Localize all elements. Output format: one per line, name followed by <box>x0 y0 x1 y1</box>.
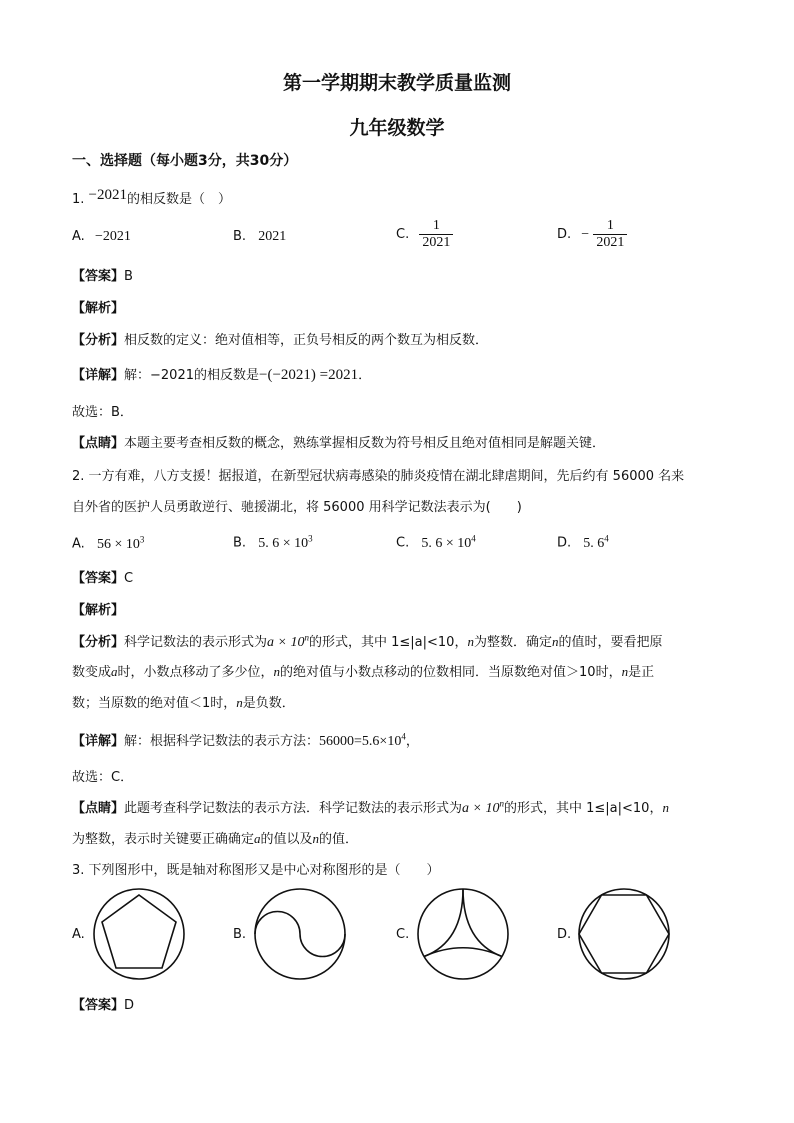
detail-line: 【详解】解：根据科学记数法的表示方法：$56000=5.6\times 10^4$， <box>72 731 419 749</box>
option-value: $56 \times 10^3$ <box>96 534 145 552</box>
analysis-tag: 【解析】 <box>72 301 125 316</box>
option-b <box>233 229 286 245</box>
comment-line <box>72 432 605 451</box>
minus-sign: − <box>581 226 590 242</box>
choose-line: 故选：B． <box>72 405 133 420</box>
answer-tag: 【答案】 <box>72 269 125 284</box>
xiangjie-text: 解：−2021的相反数是 <box>124 368 259 383</box>
fraction-numerator: 1 <box>419 218 453 235</box>
option-b <box>233 533 313 552</box>
stem-text: 的相反数是（ ） <box>127 192 232 207</box>
answer-value: B <box>124 269 133 284</box>
option-a <box>72 534 144 553</box>
option-c <box>396 218 453 251</box>
option-label: A. <box>72 536 85 552</box>
fraction-denominator: 2021 <box>422 235 451 250</box>
dianjing-tag: 【点睛】 <box>72 436 125 451</box>
comment-line-1: 【点睛】此题考查科学记数法的表示方法．科学记数法的表示形式为$a \times 10^n$的形式，其中 1≤|a|<10，n <box>72 798 669 816</box>
fenxi-tag: 【分析】 <box>72 333 125 348</box>
math-expression: −2021 <box>88 187 128 203</box>
answer-tag: 【答案】 <box>72 998 125 1013</box>
math-expression: −(−2021) =2021 <box>259 367 359 383</box>
xiangjie-tag: 【详解】 <box>72 368 125 383</box>
option-label: C. <box>396 227 410 242</box>
detail-line <box>72 364 371 384</box>
question-2-stem-line-1: 2. 一方有难，八方支援！据报道，在新型冠状病毒感染的肺炎疫情在湖北肆虐期间，先后约有 56000 名来 <box>72 469 685 484</box>
option-label: B. <box>233 229 247 244</box>
choose-line: 故选：C． <box>72 770 134 785</box>
page-subtitle: 九年级数学 <box>349 117 445 139</box>
option-d-label: D. <box>557 927 572 942</box>
fenxi-text: 相反数的定义：绝对值相等，正负号相反的两个数互为相反数． <box>124 333 489 348</box>
option-b-label: B. <box>233 927 247 942</box>
option-a <box>72 229 131 245</box>
option-value: 2021 <box>258 229 287 244</box>
option-label: D. <box>557 535 572 551</box>
answer-value: C <box>124 571 134 586</box>
section-heading: 一、选择题（每小题3分，共30分） <box>72 153 298 169</box>
fraction-numerator: 1 <box>593 218 627 235</box>
math-expression: $56000=5.6\times 10^4$ <box>319 731 406 749</box>
fraction <box>593 218 627 251</box>
option-value: −2021 <box>94 229 131 244</box>
option-label: C. <box>396 535 410 551</box>
fraction <box>419 218 453 251</box>
circle-hexagon-figure <box>577 887 671 981</box>
fraction-denominator: 2021 <box>596 235 625 250</box>
option-d <box>557 533 609 552</box>
question-2-stem-line-2: 自外省的医护人员勇敢逆行、驰援湖北，将 56000 用科学记数法表示为( ) <box>72 500 522 515</box>
answer-value: D <box>124 998 135 1013</box>
xiangjie-end: ． <box>358 368 372 383</box>
question-3-stem: 3. 下列图形中，既是轴对称图形又是中心对称图形的是（ ） <box>72 863 440 878</box>
answer-tag: 【答案】 <box>72 571 125 586</box>
analysis-line-2: 数变成a时，小数点移动了多少位，n的绝对值与小数点移动的位数相同．当原数绝对值＞10时，n是正 <box>72 664 655 680</box>
circle-curved-triangle-figure <box>416 887 510 981</box>
answer-line <box>72 567 133 586</box>
analysis-tag: 【解析】 <box>72 603 125 618</box>
option-c <box>396 533 476 552</box>
option-label: A. <box>72 229 85 244</box>
option-value: 5. $6^4$ <box>583 533 609 551</box>
option-value: 5. $6 \times 10^4$ <box>421 533 476 551</box>
comment-line-2: 为整数，表示时关键要正确确定a的值以及n的值． <box>72 831 359 847</box>
option-label: B. <box>233 535 247 551</box>
analysis-line <box>72 329 488 348</box>
option-a-label: A. <box>72 927 85 942</box>
page-title: 第一学期期末教学质量监测 <box>282 72 511 94</box>
analysis-line-3: 数；当原数的绝对值＜1时，n是负数． <box>72 695 295 711</box>
analysis-line-1: 【分析】科学记数法的表示形式为$a \times 10^n$的形式，其中 1≤|a|<10，n为整数．确定n的值时，要看把原 <box>72 632 663 650</box>
option-label: D. <box>557 227 572 242</box>
question-number: 1. <box>72 192 85 207</box>
option-d <box>557 218 627 251</box>
answer-line <box>72 265 133 284</box>
answer-line <box>72 994 134 1013</box>
math-expression: $a \times 10^n$ <box>267 632 309 650</box>
circle-pentagon-figure <box>92 887 186 981</box>
circle-s-curve-figure <box>253 887 347 981</box>
dianjing-text: 本题主要考查相反数的概念，熟练掌握相反数为符号相反且绝对值相同是解题关键． <box>124 436 606 451</box>
question-1-stem <box>72 188 231 208</box>
math-expression: $a \times 10^n$ <box>462 798 504 816</box>
option-c-label: C. <box>396 927 410 942</box>
option-value: 5. $6 \times 10^3$ <box>258 533 313 551</box>
